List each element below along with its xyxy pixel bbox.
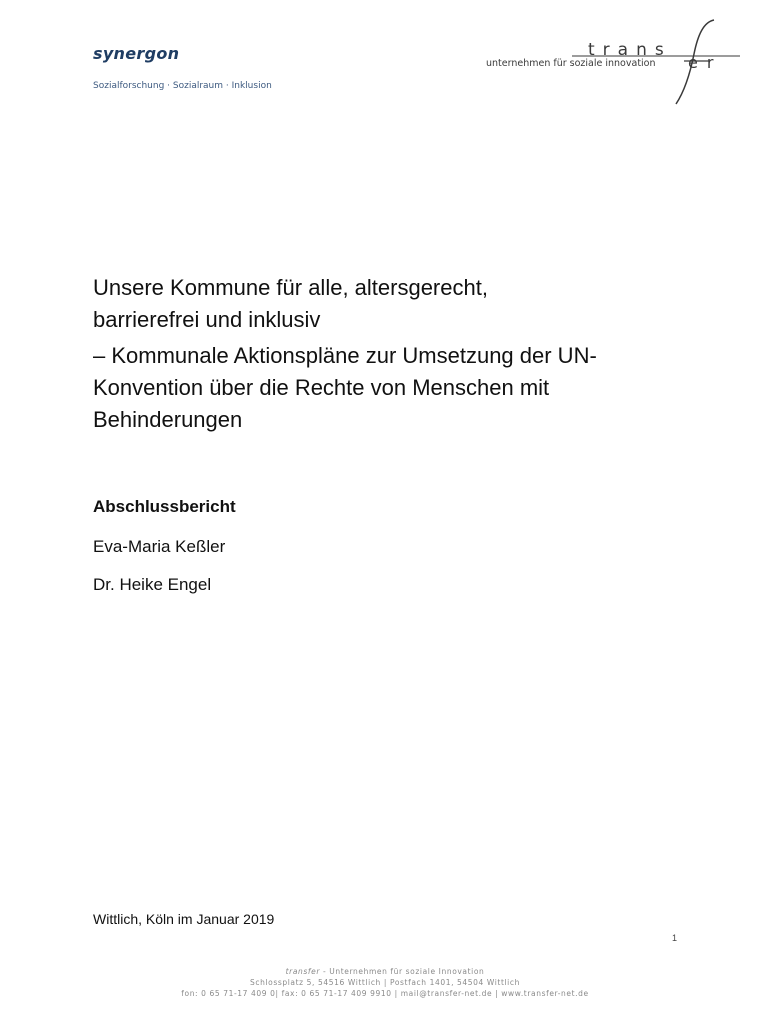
footer-contact: fon: 0 65 71-17 409 0| fax: 0 65 71-17 409 9910 | mail@transfer-net.de | www.transfer-net.de xyxy=(181,989,589,998)
transfer-logo-suffix: er xyxy=(688,53,723,72)
place-date: Wittlich, Köln im Januar 2019 xyxy=(93,911,275,927)
document-title-line-2: barrierefrei und inklusiv xyxy=(93,307,321,332)
footer-brand-suffix: - Unternehmen für soziale Innovation xyxy=(320,967,485,976)
report-type: Abschlussbericht xyxy=(93,497,236,516)
footer-address: Schlossplatz 5, 54516 Wittlich | Postfach 1401, 54504 Wittlich xyxy=(250,978,520,987)
footer-brand-line xyxy=(0,966,770,977)
transfer-logo-word: trans xyxy=(588,40,672,60)
synergon-tagline: Sozialforschung · Sozialraum · Inklusion xyxy=(93,81,272,91)
author-1: Eva-Maria Keßler xyxy=(93,537,226,556)
footer-brand: transfer xyxy=(285,967,321,976)
transfer-logo-tagline: unternehmen für soziale innovation xyxy=(486,58,656,69)
document-title-block xyxy=(93,272,703,436)
document-title-line-1: Unsere Kommune für alle, altersgerecht, xyxy=(93,275,488,300)
author-2: Dr. Heike Engel xyxy=(93,575,212,594)
transfer-logo xyxy=(484,14,744,106)
document-subtitle: – Kommunale Aktionspläne zur Umsetzung der UN-Konvention über die Rechte von Menschen mit Behinderungen xyxy=(93,343,597,432)
footer xyxy=(0,966,770,999)
page-number: 1 xyxy=(672,933,678,943)
synergon-logo: synergon xyxy=(93,44,180,63)
